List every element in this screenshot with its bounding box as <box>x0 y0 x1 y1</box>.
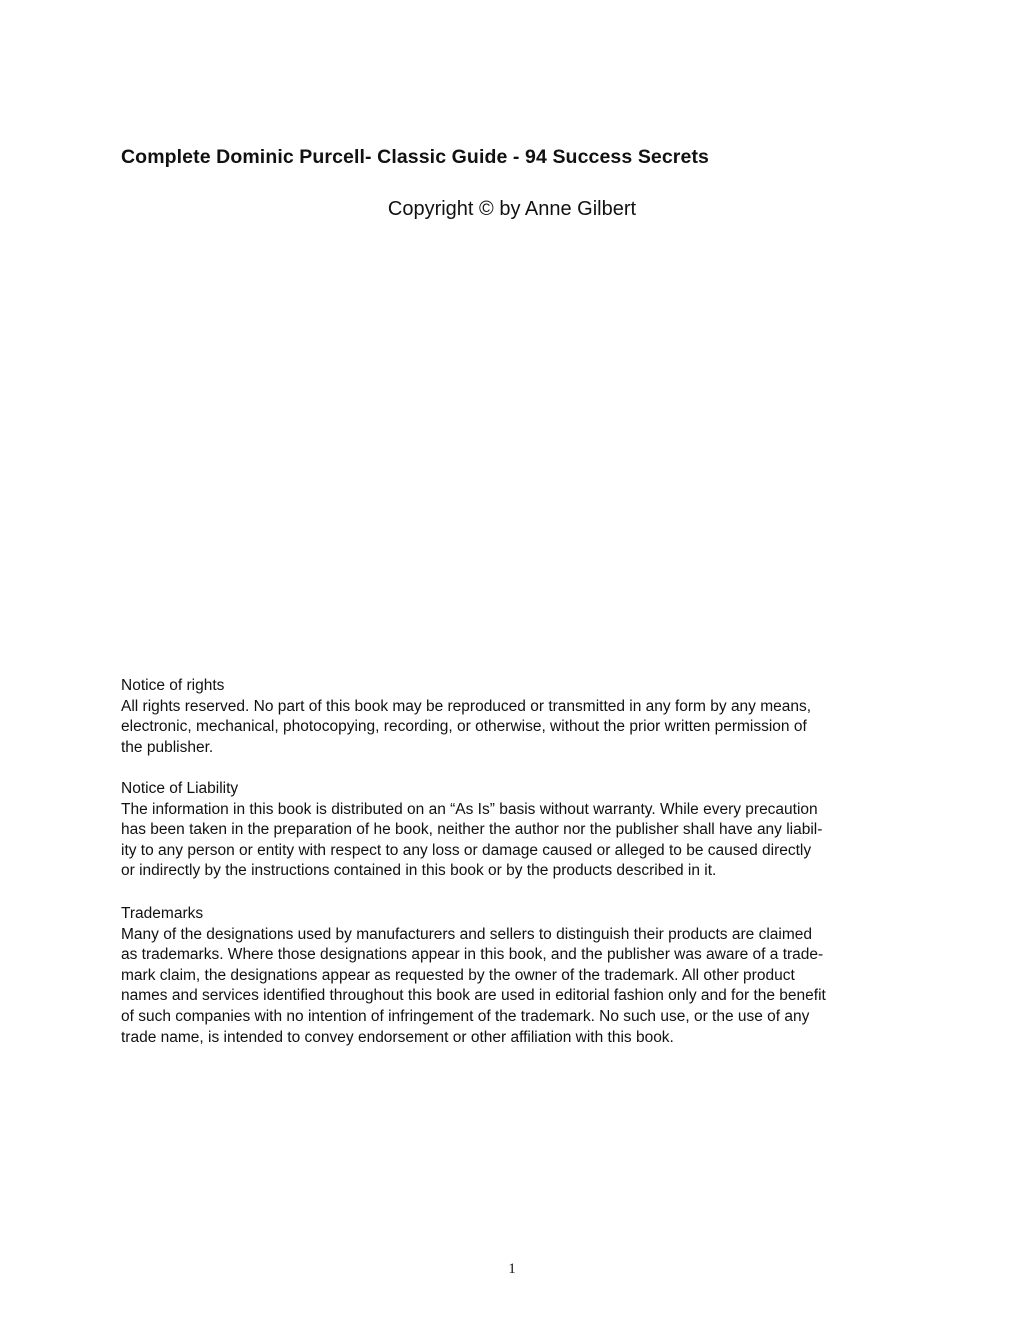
section-heading: Notice of Liability <box>121 780 239 797</box>
section-heading: Trademarks <box>121 905 204 922</box>
section-line: trade name, is intended to convey endorsement or other affiliation with this book. <box>121 1028 674 1046</box>
section-line: as trademarks. Where those designations appear in this book, and the publisher was aware of a trade- <box>121 946 824 964</box>
section-line: mark claim, the designations appear as requested by the owner of the trademark. All other product <box>121 966 795 984</box>
section-line: ity to any person or entity with respect to any loss or damage caused or alleged to be caused directly <box>121 841 812 859</box>
notice-of-liability-section <box>121 779 911 882</box>
section-line: electronic, mechanical, photocopying, recording, or otherwise, without the prior written permission of <box>121 718 807 736</box>
copyright-line: Copyright © by Anne Gilbert <box>387 198 637 220</box>
section-line: or indirectly by the instructions contained in this book or by the products described in it. <box>121 862 717 880</box>
notice-of-rights-section <box>121 676 911 758</box>
section-line: has been taken in the preparation of he book, neither the author nor the publisher shall have any liabil- <box>121 821 823 839</box>
section-heading: Notice of rights <box>121 677 225 694</box>
section-line: names and services identified throughout this book are used in editorial fashion only and for the benefit <box>121 987 826 1005</box>
section-line: Many of the designations used by manufacturers and sellers to distinguish their products are claimed <box>121 925 812 943</box>
page-number: 1 <box>508 1261 516 1277</box>
section-line: The information in this book is distributed on an “As Is” basis without warranty. While every precaution <box>121 800 818 818</box>
book-title: Complete Dominic Purcell- Classic Guide - 94 Success Secrets <box>121 146 709 168</box>
section-line: All rights reserved. No part of this book may be reproduced or transmitted in any form by any means, <box>121 697 812 715</box>
section-line: the publisher. <box>121 738 214 756</box>
section-line: of such companies with no intention of infringement of the trademark. No such use, or the use of any <box>121 1007 810 1025</box>
trademarks-section <box>121 904 911 1048</box>
